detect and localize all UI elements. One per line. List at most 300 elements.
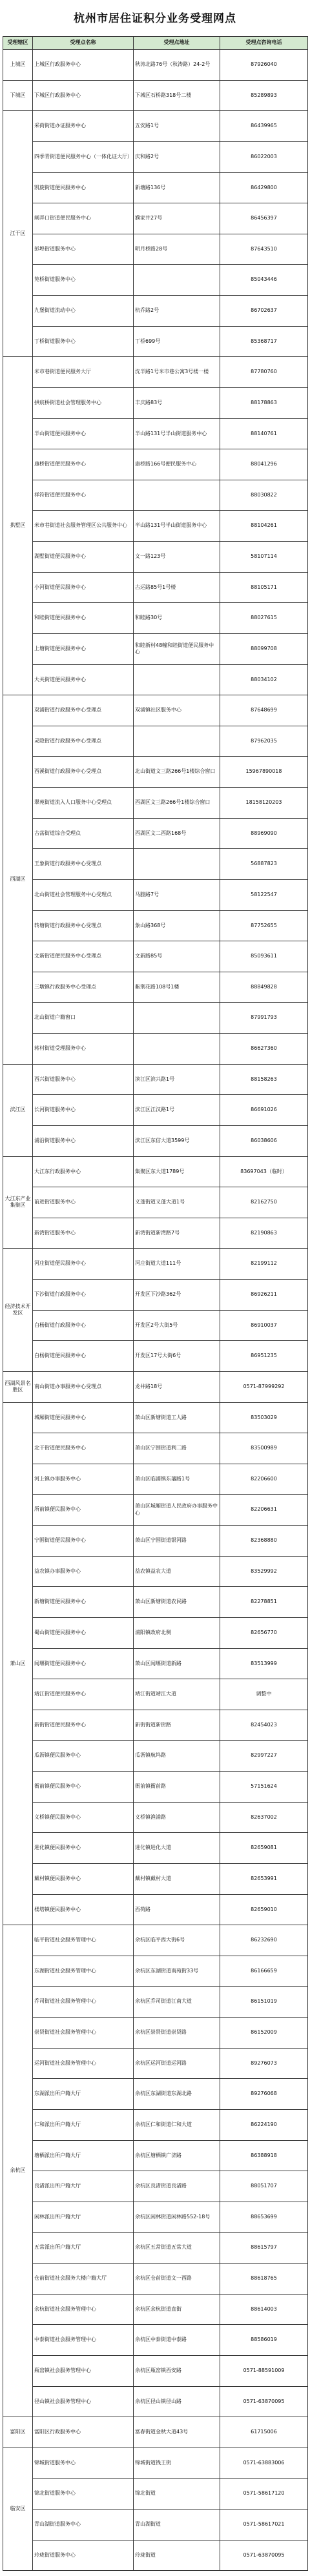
phone-cell: 86627360 xyxy=(220,1034,308,1065)
table-row xyxy=(3,2417,308,2448)
phone-cell: 88614003 xyxy=(220,2294,308,2325)
phone-cell: 86022003 xyxy=(220,141,308,172)
address-cell: 义桥镇渔浦路 xyxy=(134,1802,220,1833)
table-row xyxy=(3,1034,308,1065)
phone-cell: 89276073 xyxy=(220,2048,308,2079)
address-cell: 益农镇益农大道 xyxy=(134,1556,220,1587)
phone-cell: 87643510 xyxy=(220,234,308,265)
phone-cell: 57151624 xyxy=(220,1772,308,1803)
phone-cell: 82659010 xyxy=(220,1894,308,1925)
phone-cell: 88615797 xyxy=(220,2233,308,2264)
office-cell: 东湖街道社会服务管理中心 xyxy=(33,1956,134,1987)
office-cell: 临平街道社会服务管理中心 xyxy=(33,1925,134,1956)
phone-cell: 86910037 xyxy=(220,1310,308,1341)
table-row xyxy=(3,818,308,849)
table-row xyxy=(3,1617,308,1648)
office-cell: 半山街道便民服务中心 xyxy=(33,418,134,449)
office-cell: 玲珑街道服务中心 xyxy=(33,2540,134,2571)
phone-cell: 82206631 xyxy=(220,1495,308,1526)
table-row xyxy=(3,757,308,788)
office-cell: 余杭街道社会服务管理中心 xyxy=(33,2294,134,2325)
office-cell: 三墩镇行政服务中心受理点 xyxy=(33,972,134,1003)
phone-cell: 88178863 xyxy=(220,387,308,418)
district-cell: 西湖区 xyxy=(3,695,33,1065)
table-row xyxy=(3,910,308,941)
table-row xyxy=(3,2018,308,2049)
office-cell: 转塘街道行政服务中心受理点 xyxy=(33,910,134,941)
office-cell: 灵隐街道行政服务中心受理点 xyxy=(33,726,134,757)
address-cell xyxy=(134,1034,220,1065)
address-cell: 余杭区仓前街道文一西路 xyxy=(134,2264,220,2295)
table-row xyxy=(3,480,308,511)
address-cell: 杭乔路2号 xyxy=(134,296,220,327)
address-cell: 义蓬街道义蓬大道1号 xyxy=(134,1187,220,1218)
table-row xyxy=(3,387,308,418)
address-cell: 余杭区乔司街道江南大道 xyxy=(134,1987,220,2018)
office-cell: 采荷街道办证服务中心 xyxy=(33,111,134,142)
phone-cell: 88027615 xyxy=(220,603,308,634)
table-row xyxy=(3,849,308,880)
table-row xyxy=(3,2264,308,2295)
table-row xyxy=(3,2325,308,2356)
phone-cell: 89276068 xyxy=(220,2079,308,2110)
table-row xyxy=(3,572,308,603)
address-cell: 象山路368号 xyxy=(134,910,220,941)
phone-cell: 82997227 xyxy=(220,1741,308,1772)
table-row xyxy=(3,2171,308,2202)
office-cell: 闻堰街道便民服务中心 xyxy=(33,1648,134,1679)
phone-cell: 82659081 xyxy=(220,1833,308,1864)
office-cell: 义桥镇便民服务中心 xyxy=(33,1802,134,1833)
address-cell: 玲珑街道 xyxy=(134,2540,220,2571)
office-cell: 蜀山街道便民服务中心 xyxy=(33,1617,134,1648)
office-cell: 青山湖街道服务中心 xyxy=(33,2510,134,2540)
table-row xyxy=(3,357,308,388)
office-cell: 下城区行政服务中心 xyxy=(33,80,134,111)
address-cell: 马塍路7号 xyxy=(134,879,220,910)
phone-cell: 86152009 xyxy=(220,2018,308,2049)
phone-cell: 86224190 xyxy=(220,2109,308,2140)
phone-cell: 88849828 xyxy=(220,972,308,1003)
table-row xyxy=(3,234,308,265)
address-cell: 和睦新村48幢和睦街道便民服务中心 xyxy=(134,633,220,664)
table-row xyxy=(3,2294,308,2325)
address-cell: 余杭区东湖街道东湖北路 xyxy=(134,2079,220,2110)
phone-cell: 86151019 xyxy=(220,1987,308,2018)
phone-cell: 88041296 xyxy=(220,449,308,480)
table-row xyxy=(3,296,308,327)
office-cell: 闸弄口街道便民服务中心 xyxy=(33,203,134,234)
office-cell: 河上镇办事服务中心 xyxy=(33,1464,134,1495)
office-cell: 锦城街道服务中心 xyxy=(33,2448,134,2479)
phone-cell: 15967890018 xyxy=(220,757,308,788)
table-row xyxy=(3,1741,308,1772)
office-cell: 和睦街道便民服务中心 xyxy=(33,603,134,634)
address-cell: 浦阳镇政府北侧 xyxy=(134,1617,220,1648)
table-row xyxy=(3,1249,308,1280)
header-address: 受理点地址 xyxy=(134,37,220,50)
table-row xyxy=(3,1187,308,1218)
district-cell: 江干区 xyxy=(3,111,33,357)
table-row xyxy=(3,542,308,573)
address-cell: 新湾街道新湾路7号 xyxy=(134,1218,220,1249)
address-cell: 瓜沥镇航坞路 xyxy=(134,1741,220,1772)
table-row xyxy=(3,2233,308,2264)
address-cell: 青山湖街道 xyxy=(134,2510,220,2540)
phone-cell: 82190863 xyxy=(220,1218,308,1249)
table-header xyxy=(3,37,308,50)
phone-cell: 82368880 xyxy=(220,1526,308,1557)
office-cell: 王象街道行政服务中心受理点 xyxy=(33,849,134,880)
phone-cell: 83500989 xyxy=(220,1433,308,1464)
table-row xyxy=(3,172,308,203)
address-cell: 萧山区城厢街道人民政府办事服务中心 xyxy=(134,1495,220,1526)
office-cell: 拱宸桥街道社会管理服务中心 xyxy=(33,387,134,418)
office-cell: 所前镇便民服务中心 xyxy=(33,1495,134,1526)
office-cell: 前进街道服务中心 xyxy=(33,1187,134,1218)
table-row xyxy=(3,2109,308,2140)
address-cell: 西湖区文三路266号1楼综合窗口 xyxy=(134,788,220,819)
phone-cell: 88969090 xyxy=(220,818,308,849)
office-cell: 丁桥街道服务中心 xyxy=(33,326,134,357)
phone-cell: 87648699 xyxy=(220,695,308,726)
phone-cell: 88051707 xyxy=(220,2171,308,2202)
phone-cell: 86926211 xyxy=(220,1280,308,1311)
address-cell: 余杭区瓶窑镇西安路 xyxy=(134,2355,220,2386)
office-cell: 西兴街道服务中心 xyxy=(33,1064,134,1095)
address-cell: 丰庆路83号 xyxy=(134,387,220,418)
phone-cell: 82206600 xyxy=(220,1464,308,1495)
phone-cell: 58107114 xyxy=(220,542,308,573)
phone-cell: 86232690 xyxy=(220,1925,308,1956)
table-row xyxy=(3,1433,308,1464)
table-row xyxy=(3,1156,308,1187)
address-cell xyxy=(134,726,220,757)
address-cell: 古运路85号1号楼 xyxy=(134,572,220,603)
phone-cell: 88030822 xyxy=(220,480,308,511)
address-cell: 下城区石桥路318号二楼 xyxy=(134,80,220,111)
office-cell: 新街街道便民服务中心 xyxy=(33,1710,134,1741)
table-row xyxy=(3,2355,308,2386)
office-cell: 双浦街道行政服务中心受理点 xyxy=(33,695,134,726)
table-row xyxy=(3,2048,308,2079)
phone-cell: 85368717 xyxy=(220,326,308,357)
address-cell: 集聚区东大道1789号 xyxy=(134,1156,220,1187)
address-cell: 西荷路 xyxy=(134,1894,220,1925)
phone-cell: 0571-58617120 xyxy=(220,2479,308,2510)
address-cell: 余杭区塘栖镇广济路 xyxy=(134,2140,220,2171)
office-cell: 塘栖派出所户籍大厅 xyxy=(33,2140,134,2171)
office-cell: 新湾街道服务中心 xyxy=(33,1218,134,1249)
address-cell: 锦城街道钱王街 xyxy=(134,2448,220,2479)
office-cell: 乔司街道社会服务管理中心 xyxy=(33,1987,134,2018)
office-cell: 长河街道服务中心 xyxy=(33,1095,134,1126)
phone-cell: 86429800 xyxy=(220,172,308,203)
header-row xyxy=(3,37,308,50)
office-cell: 靖江街道便民服务中心 xyxy=(33,1679,134,1710)
office-cell: 良渚派出所户籍大厅 xyxy=(33,2171,134,2202)
office-cell: 瓶窑镇社会服务管理中心 xyxy=(33,2355,134,2386)
address-cell: 庆和路2号 xyxy=(134,141,220,172)
table-row xyxy=(3,511,308,542)
office-cell: 新塘街道便民服务中心 xyxy=(33,1587,134,1618)
address-cell: 丁桥699号 xyxy=(134,326,220,357)
office-cell: 衙前镇便民服务中心 xyxy=(33,1772,134,1803)
address-cell: 萧山区新塘街道农民路 xyxy=(134,1587,220,1618)
table-row xyxy=(3,418,308,449)
office-cell: 瓜沥镇便民服务中心 xyxy=(33,1741,134,1772)
page-title: 杭州市居住证积分业务受理网点 xyxy=(74,12,236,25)
phone-cell: 86038606 xyxy=(220,1125,308,1156)
phone-cell: 82637002 xyxy=(220,1802,308,1833)
phone-cell: 83697043（临时） xyxy=(220,1156,308,1187)
office-cell: 闲林派出所户籍大厅 xyxy=(33,2202,134,2233)
address-cell: 余杭区崇贤街道崇贤路 xyxy=(134,2018,220,2049)
phone-cell: 0571-58617021 xyxy=(220,2510,308,2540)
phone-cell: 88099708 xyxy=(220,633,308,664)
office-cell: 东湖派出所户籍大厅 xyxy=(33,2079,134,2110)
table-row xyxy=(3,603,308,634)
table-row xyxy=(3,80,308,111)
address-cell: 靖江街道靖江大道 xyxy=(134,1679,220,1710)
office-cell: 北山街道户籍窗口 xyxy=(33,1003,134,1034)
address-cell: 滨江区东信大道3599号 xyxy=(134,1125,220,1156)
district-cell: 临安区 xyxy=(3,2448,33,2571)
header-district: 受理辖区 xyxy=(3,37,33,50)
office-cell: 文新街道便民服务中心受理点 xyxy=(33,941,134,972)
table-row xyxy=(3,1648,308,1679)
table-row xyxy=(3,1833,308,1864)
table-row xyxy=(3,50,308,81)
address-cell: 半山路131号半山街道服务中心 xyxy=(134,418,220,449)
address-cell: 余杭区东湖街道南苑街33号 xyxy=(134,1956,220,1987)
address-cell: 滨江区滨兴路1号 xyxy=(134,1064,220,1095)
phone-cell: 86702637 xyxy=(220,296,308,327)
table-row xyxy=(3,2510,308,2540)
table-row xyxy=(3,1218,308,1249)
table-row xyxy=(3,1280,308,1311)
phone-cell: 86691026 xyxy=(220,1095,308,1126)
table-row xyxy=(3,111,308,142)
office-cell: 白杨街道行政服务中心 xyxy=(33,1310,134,1341)
office-cell: 白杨街道便民服务中心 xyxy=(33,1341,134,1372)
phone-cell: 88618765 xyxy=(220,2264,308,2295)
table-row xyxy=(3,203,308,234)
phone-cell: 82278851 xyxy=(220,1587,308,1618)
table-row xyxy=(3,2448,308,2479)
phone-cell: 88586019 xyxy=(220,2325,308,2356)
phone-cell: 0571-63883006 xyxy=(220,2448,308,2479)
phone-cell: 85093611 xyxy=(220,941,308,972)
table-row xyxy=(3,1310,308,1341)
phone-cell: 18158120203 xyxy=(220,788,308,819)
address-cell: 龙井路18号 xyxy=(134,1371,220,1402)
table-row xyxy=(3,1925,308,1956)
phone-cell: 82162750 xyxy=(220,1187,308,1218)
phone-cell: 88034102 xyxy=(220,664,308,695)
phone-cell: 85043446 xyxy=(220,265,308,296)
phone-cell: 82656770 xyxy=(220,1617,308,1648)
address-cell: 萧山区宁围街道利二路 xyxy=(134,1433,220,1464)
address-cell: 余杭区仁和街道仁和大道 xyxy=(134,2109,220,2140)
table-row xyxy=(3,1402,308,1433)
office-cell: 河庄街道便民服务中心 xyxy=(33,1249,134,1280)
table-row xyxy=(3,1772,308,1803)
phone-cell: 82653991 xyxy=(220,1863,308,1894)
district-cell: 拱墅区 xyxy=(3,357,33,695)
table-row xyxy=(3,1587,308,1618)
table-row xyxy=(3,1095,308,1126)
office-cell: 城厢街道便民服务中心 xyxy=(33,1402,134,1433)
table-row xyxy=(3,449,308,480)
address-cell: 余杭区径山镇径山路 xyxy=(134,2386,220,2417)
address-cell: 和睦路30号 xyxy=(134,603,220,634)
office-cell: 中泰街道社会服务管理中心 xyxy=(33,2325,134,2356)
office-cell: 下沙街道行政服务中心 xyxy=(33,1280,134,1311)
address-cell: 五安路1号 xyxy=(134,111,220,142)
office-cell: 大江东行政服务中心 xyxy=(33,1156,134,1187)
phone-cell: 88158263 xyxy=(220,1064,308,1095)
table-row xyxy=(3,1710,308,1741)
table-body xyxy=(3,50,308,2571)
address-cell: 新街街道新街路 xyxy=(134,1710,220,1741)
table-row xyxy=(3,2140,308,2171)
office-cell: 大关街道便民服务中心 xyxy=(33,664,134,695)
phone-cell: 87962035 xyxy=(220,726,308,757)
table-row xyxy=(3,1987,308,2018)
table-row xyxy=(3,695,308,726)
table-row xyxy=(3,2079,308,2110)
address-cell: 半山路131号半山街道服务中心 xyxy=(134,511,220,542)
office-cell: 富阳区行政服务中心 xyxy=(33,2417,134,2448)
address-cell: 北山街道文三路266号1楼综合窗口 xyxy=(134,757,220,788)
office-cell: 浦沿街道服务中心 xyxy=(33,1125,134,1156)
address-cell: 余杭区良渚街道良渚路 xyxy=(134,2171,220,2202)
office-cell: 笕桥街道服务中心 xyxy=(33,265,134,296)
table-row xyxy=(3,1464,308,1495)
header-office: 受理点名称 xyxy=(33,37,134,50)
table-row xyxy=(3,265,308,296)
address-cell: 进化镇进化大道 xyxy=(134,1833,220,1864)
phone-cell: 88104261 xyxy=(220,511,308,542)
address-cell: 余杭区五常街道五常大道 xyxy=(134,2233,220,2264)
table-row xyxy=(3,1556,308,1587)
phone-cell: 61715006 xyxy=(220,2417,308,2448)
office-cell: 九堡街道流动中心 xyxy=(33,296,134,327)
office-cell: 崇贤街道社会服务管理中心 xyxy=(33,2018,134,2049)
office-cell: 仁和派出所户籍大厅 xyxy=(33,2109,134,2140)
phone-cell: 0571-88591009 xyxy=(220,2355,308,2386)
address-cell xyxy=(134,265,220,296)
office-cell: 康桥街道便民服务中心 xyxy=(33,449,134,480)
phone-cell: 86456397 xyxy=(220,203,308,234)
office-cell: 凯旋街道便民服务中心 xyxy=(33,172,134,203)
office-cell: 小河街道便民服务中心 xyxy=(33,572,134,603)
address-cell: 开发区17号大街6号 xyxy=(134,1341,220,1372)
table-row xyxy=(3,664,308,695)
office-cell: 南山街道办事服务中心受理点 xyxy=(33,1371,134,1402)
district-cell: 富阳区 xyxy=(3,2417,33,2448)
address-cell: 秋涛北路76号（秋涛路）24-2号 xyxy=(134,50,220,81)
district-cell: 西湖风景名胜区 xyxy=(3,1371,33,1402)
office-cell: 径山镇社会服务管理中心 xyxy=(33,2386,134,2417)
office-cell: 古荡街道综合受理点 xyxy=(33,818,134,849)
office-cell: 五常派出所户籍大厅 xyxy=(33,2233,134,2264)
table-row xyxy=(3,1125,308,1156)
address-cell: 双浦镇社区服务中心 xyxy=(134,695,220,726)
address-cell: 沈半路1号米市巷公寓3号楼一楼 xyxy=(134,357,220,388)
table-row xyxy=(3,726,308,757)
address-cell: 滨江区江汉路1号 xyxy=(134,1095,220,1126)
phone-cell: 83529992 xyxy=(220,1556,308,1587)
table-row xyxy=(3,1863,308,1894)
office-cell: 锦北街道服务中心 xyxy=(33,2479,134,2510)
phone-cell: 88140761 xyxy=(220,418,308,449)
office-cell: 益农镇办事服务中心 xyxy=(33,1556,134,1587)
phone-cell: 58122547 xyxy=(220,879,308,910)
address-cell: 萧山区临浦镇东藩路1号 xyxy=(134,1464,220,1495)
phone-cell: 56887823 xyxy=(220,849,308,880)
district-cell: 滨江区 xyxy=(3,1064,33,1156)
phone-cell: 0571-63870095 xyxy=(220,2540,308,2571)
office-cell: 上城区行政服务中心 xyxy=(33,50,134,81)
address-cell: 开发区2号大街5号 xyxy=(134,1310,220,1341)
table-row xyxy=(3,326,308,357)
office-cell: 进化镇便民服务中心 xyxy=(33,1833,134,1864)
district-cell: 余杭区 xyxy=(3,1925,33,2417)
table-row xyxy=(3,2479,308,2510)
address-cell: 锦北街道 xyxy=(134,2479,220,2510)
address-cell: 余杭区临平西大街6号 xyxy=(134,1925,220,1956)
address-cell: 西湖区文二西路168号 xyxy=(134,818,220,849)
table-row xyxy=(3,1956,308,1987)
table-row xyxy=(3,879,308,910)
address-cell: 明月桥路28号 xyxy=(134,234,220,265)
table-row xyxy=(3,1526,308,1557)
address-cell: 濮家井27号 xyxy=(134,203,220,234)
phone-cell: 87926040 xyxy=(220,50,308,81)
address-cell: 开发区下沙路362号 xyxy=(134,1280,220,1311)
address-cell: 余杭区闲林街道闲林路552-18号 xyxy=(134,2202,220,2233)
phone-cell: 83513999 xyxy=(220,1648,308,1679)
district-cell: 大江东产业集聚区 xyxy=(3,1156,33,1249)
district-cell: 下城区 xyxy=(3,80,33,111)
office-cell: 西溪街道行政服务中心受理点 xyxy=(33,757,134,788)
address-cell xyxy=(134,664,220,695)
address-cell: 萧山区新塘街道工人路 xyxy=(134,1402,220,1433)
district-cell: 经济技术开发区 xyxy=(3,1249,33,1372)
address-cell xyxy=(134,480,220,511)
office-cell: 运河街道社会服务管理中心 xyxy=(33,2048,134,2079)
service-points-table xyxy=(3,36,308,2571)
office-cell: 翠苑街道流入人口服务中心受理点 xyxy=(33,788,134,819)
office-cell: 湖墅街道便民服务中心 xyxy=(33,542,134,573)
office-cell: 戴村镇便民服务中心 xyxy=(33,1863,134,1894)
address-cell: 文新路85号 xyxy=(134,941,220,972)
table-row xyxy=(3,1495,308,1526)
district-cell: 上城区 xyxy=(3,50,33,81)
office-cell: 四季青街道便民服务中心（一体化证大厅） xyxy=(33,141,134,172)
address-cell: 余杭区中泰街道中泰路 xyxy=(134,2325,220,2356)
address-cell: 衙前镇衙前路 xyxy=(134,1772,220,1803)
office-cell: 上塘街道便民服务中心 xyxy=(33,633,134,664)
phone-cell: 87780760 xyxy=(220,357,308,388)
table-row xyxy=(3,1679,308,1710)
office-cell: 楼塔镇便民服务中心 xyxy=(33,1894,134,1925)
address-cell: 余杭区运河街道运河路 xyxy=(134,2048,220,2079)
table-row xyxy=(3,2202,308,2233)
address-cell: 萧山区闻堰街道新路 xyxy=(134,1648,220,1679)
